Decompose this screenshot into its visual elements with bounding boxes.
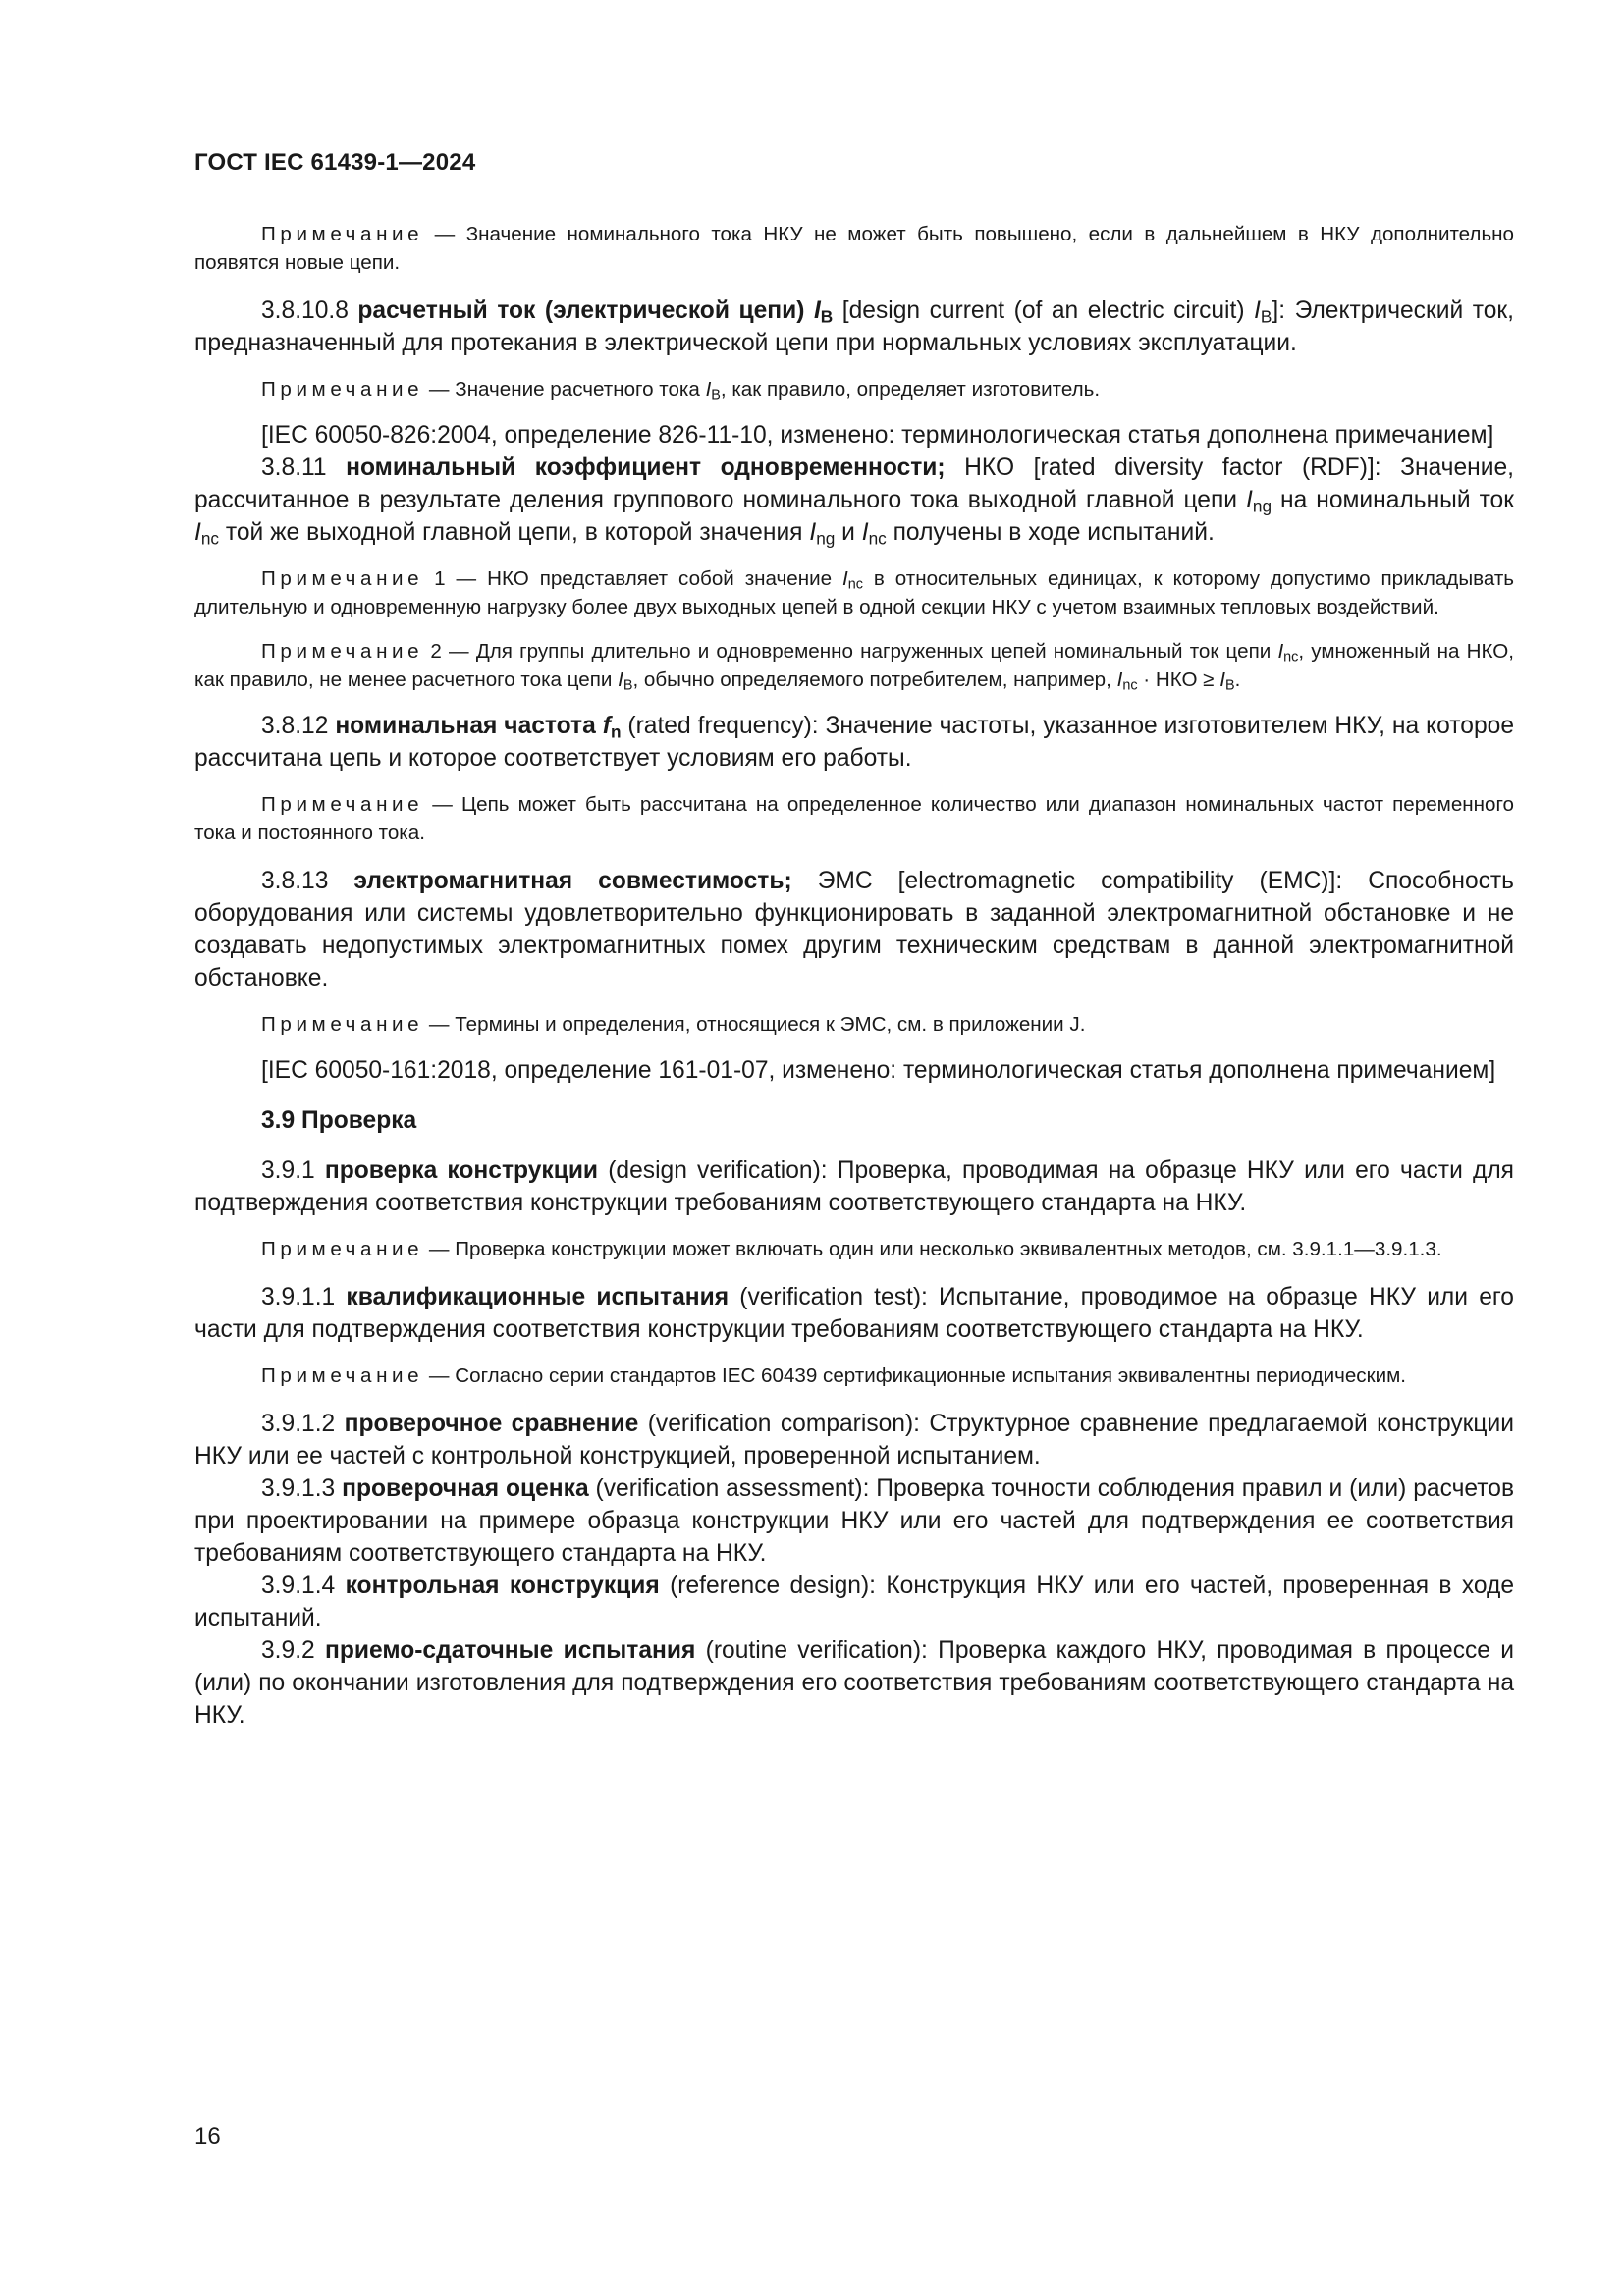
term-3-8-10-8: 3.8.10.8 расчетный ток (электрической цепи) $I_B$ [design current (of an electric circuit) $I_B$]: Электрический ток, предназначенный для протекания в электрической цепи при нормальных условиях эксплуатации. — [194, 297, 1514, 356]
term-3-9-1-1: 3.9.1.1 квалификационные испытания (verification test): Испытание, проводимое на образце НКУ или его части для подтверждения соответствия конструкции требованиям соответствующего стандарта на НКУ. — [194, 1284, 1514, 1343]
note-verification-test: Примечание — Согласно серии стандартов IEC 60439 сертификационные испытания эквивалентны периодическим. — [261, 1364, 1406, 1387]
note-design-current: Примечание — Значение расчетного тока $I_B$, как правило, определяет изготовитель. — [261, 378, 1101, 403]
page-content — [194, 220, 1514, 1732]
note-rated-current: Примечание — Значение номинального тока НКУ не может быть повышено, если в дальнейшем в НКУ дополнительно появятся новые цепи. — [194, 223, 1514, 274]
term-3-8-13: 3.8.13 электромагнитная совместимость; ЭМС [electromagnetic compatibility (EMC)]: Способность оборудования или системы удовлетворительно функционировать в заданной электромагнитной обстановке и не создавать недопустимых электромагнитных помех другим техническим средствам в данной электромагнитной обстановке. — [194, 868, 1514, 991]
document-header: ГОСТ IEC 61439-1—2024 — [194, 149, 476, 176]
page-number: 16 — [194, 2123, 221, 2150]
note-frequency: Примечание — Цепь может быть рассчитана на определенное количество или диапазон номинальных частот переменного тока и постоянного тока. — [194, 793, 1514, 844]
note-rdf-2: Примечание 2 — Для группы длительно и одновременно нагруженных цепей номинальный ток цепи $I_{nc}$, умноженный на НКО, как правило, не менее расчетного тока цепи $I_B$, обычно определяемого потребителем, например, $I_{nc}$ · НКО ≥ $I_B$. — [194, 640, 1514, 694]
term-3-9-1-3: 3.9.1.3 проверочная оценка (verification assessment): Проверка точности соблюдения правил и (или) расчетов при проектировании на примере образца конструкции НКУ или его частей для подтверждения ее соответствия требованиям соответствующего стандарта на НКУ. — [194, 1475, 1515, 1567]
reference-161: [IEC 60050-161:2018, определение 161-01-07, изменено: терминологическая статья дополнена примечанием] — [261, 1057, 1496, 1084]
term-3-9-1: 3.9.1 проверка конструкции (design verification): Проверка, проводимая на образце НКУ или его части для подтверждения соответствия конструкции требованиям соответствующего стандарта на НКУ. — [194, 1157, 1514, 1216]
note-rdf-1: Примечание 1 — НКО представляет собой значение $I_{nc}$ в относительных единицах, к которому допустимо прикладывать длительную и одновременную нагрузку более двух выходных цепей в одной секции НКУ с учетом взаимных тепловых воздействий. — [194, 567, 1514, 618]
reference-826: [IEC 60050-826:2004, определение 826-11-10, изменено: терминологическая статья дополнена примечанием] — [261, 422, 1494, 449]
note-emc: Примечание — Термины и определения, относящиеся к ЭМС, см. в приложении J. — [261, 1013, 1086, 1036]
term-3-9-2: 3.9.2 приемо-сдаточные испытания (routine verification): Проверка каждого НКУ, проводимая в процессе и (или) по окончании изготовления для подтверждения его соответствия требованиям соответствующего стандарта на НКУ. — [194, 1637, 1514, 1729]
section-heading-3-9: 3.9 Проверка — [261, 1107, 417, 1134]
term-3-9-1-2: 3.9.1.2 проверочное сравнение (verification comparison): Структурное сравнение предлагаемой конструкции НКУ или ее частей с контрольной конструкцией, проверенной испытанием. — [194, 1411, 1514, 1469]
term-3-8-12: 3.8.12 номинальная частота $f_n$ (rated frequency): Значение частоты, указанное изготовителем НКУ, на которое рассчитана цепь и которое соответствует условиям его работы. — [194, 713, 1514, 772]
term-3-9-1-4: 3.9.1.4 контрольная конструкция (reference design): Конструкция НКУ или его частей, проверенная в ходе испытаний. — [194, 1573, 1515, 1631]
note-design-verification: Примечание — Проверка конструкции может включать один или несколько эквивалентных методов, см. 3.9.1.1—3.9.1.3. — [261, 1238, 1442, 1260]
term-3-8-11: 3.8.11 номинальный коэффициент одновременности; НКО [rated diversity factor (RDF)]: Значение, рассчитанное в результате деления группового номинального тока выходной главной цепи $I_{ng}$ на номинальный ток $I_{nc}$ той же выходной главной цепи, в которой значения $I_{ng}$ и $I_{nc}$ получены в ходе испытаний. — [194, 454, 1515, 549]
